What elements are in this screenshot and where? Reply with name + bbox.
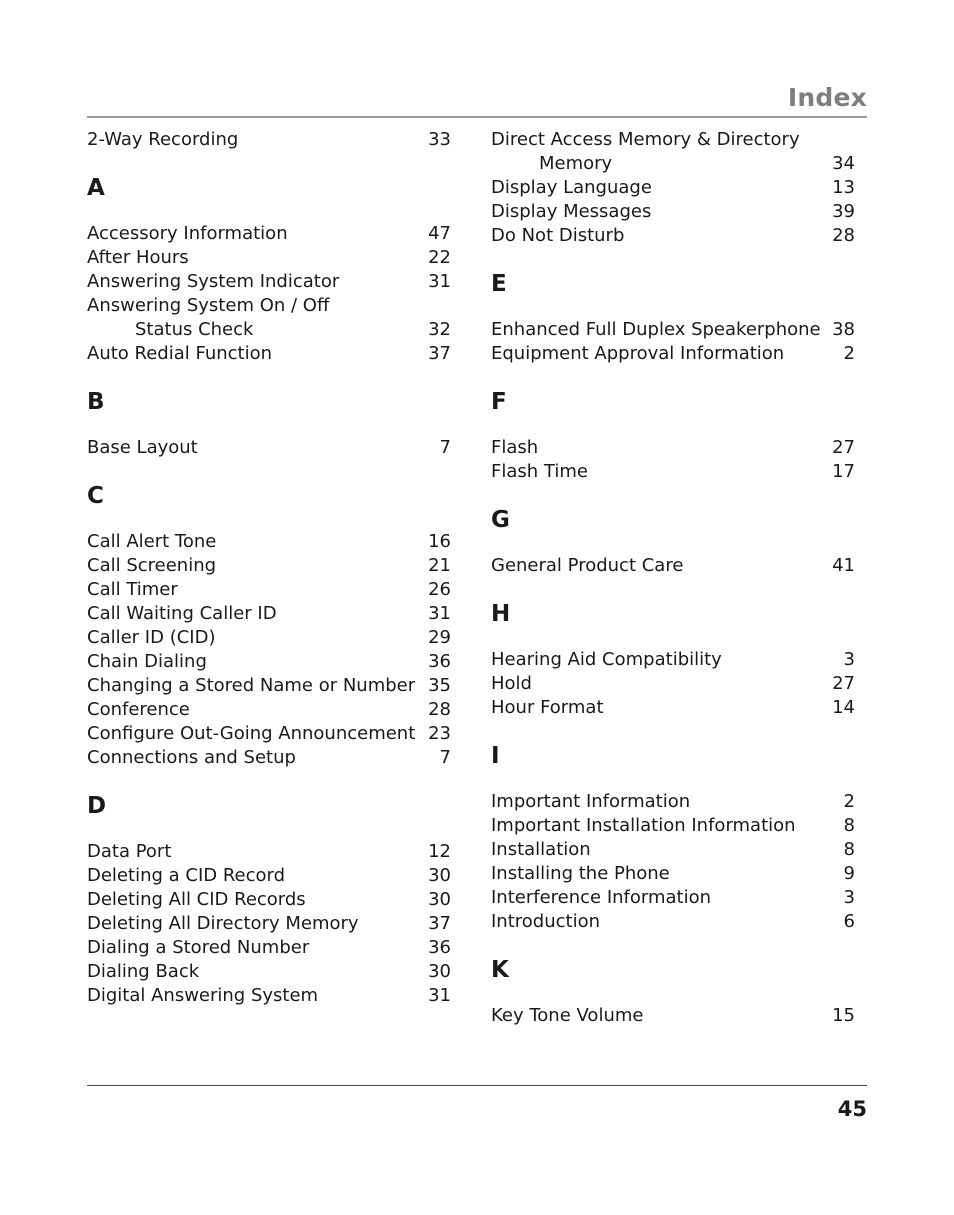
index-entry-page: 9 — [843, 863, 855, 884]
index-entry-label: Flash Time — [491, 461, 588, 482]
index-entry-label: Deleting a CID Record — [87, 865, 286, 886]
index-entry-label: Configure Out-Going Announcement — [87, 723, 416, 744]
index-column-left — [87, 128, 451, 1008]
index-entry-label: After Hours — [87, 247, 189, 268]
index-entry-page: 30 — [428, 889, 451, 910]
index-entry — [87, 912, 451, 936]
footer-rule — [87, 1085, 867, 1086]
section-letter-heading: K — [491, 957, 509, 983]
index-column-right — [491, 128, 855, 1028]
index-entry-label: Installing the Phone — [491, 863, 670, 884]
index-entry — [87, 960, 451, 984]
index-entry — [87, 530, 451, 554]
section-letter-heading: F — [491, 389, 507, 415]
index-entry — [491, 672, 855, 696]
index-entry-page: 33 — [428, 129, 451, 150]
index-entry-page: 21 — [428, 555, 451, 576]
index-entry — [87, 436, 451, 460]
index-entry-page: 36 — [428, 651, 451, 672]
index-entry-label: Call Waiting Caller ID — [87, 603, 277, 624]
index-entry-page: 7 — [439, 437, 451, 458]
index-entry-label: Connections and Setup — [87, 747, 296, 768]
index-entry-label: Call Timer — [87, 579, 178, 600]
index-entry-page: 26 — [428, 579, 451, 600]
section-letter-heading: E — [491, 271, 507, 297]
index-entry-label-continuation: Status Check — [135, 319, 254, 340]
index-entry — [491, 200, 855, 224]
index-entry — [87, 294, 451, 342]
index-entry-page: 28 — [428, 699, 451, 720]
section-letter-heading: A — [87, 175, 105, 201]
index-entry-label: Enhanced Full Duplex Speakerphone — [491, 319, 821, 340]
index-entry — [491, 790, 855, 814]
index-entry-label: Interference Information — [491, 887, 712, 908]
index-entry-label: Important Information — [491, 791, 691, 812]
index-entry-label: Equipment Approval Information — [491, 343, 785, 364]
index-entry-page: 29 — [428, 627, 451, 648]
index-entry-label-group — [491, 128, 832, 176]
index-entry-label: General Product Care — [491, 555, 684, 576]
index-entry-label: Dialing Back — [87, 961, 200, 982]
index-entry-page: 13 — [832, 177, 855, 198]
index-entry-page: 17 — [832, 461, 855, 482]
index-entry-page: 30 — [428, 961, 451, 982]
index-entry — [491, 910, 855, 934]
index-entry — [87, 578, 451, 602]
index-entry-page: 34 — [832, 153, 855, 174]
index-entry-label: Auto Redial Function — [87, 343, 273, 364]
index-entry-page: 22 — [428, 247, 451, 268]
index-entry — [491, 696, 855, 720]
index-entry-label: Conference — [87, 699, 190, 720]
index-entry — [87, 864, 451, 888]
index-entry-page: 2 — [843, 343, 855, 364]
index-entry-page: 15 — [832, 1005, 855, 1026]
index-entry-label: Caller ID (CID) — [87, 627, 216, 648]
index-entry-page: 35 — [428, 675, 451, 696]
section-letter-heading: H — [491, 601, 511, 627]
index-entry — [87, 128, 451, 152]
index-entry — [491, 224, 855, 248]
index-entry-label: Flash — [491, 437, 539, 458]
index-entry — [491, 342, 855, 366]
index-entry-label: Important Installation Information — [491, 815, 796, 836]
index-entry — [87, 888, 451, 912]
index-entry-page: 8 — [843, 839, 855, 860]
index-entry-page: 27 — [832, 437, 855, 458]
index-entry-label-group — [87, 294, 428, 342]
index-entry — [87, 626, 451, 650]
section-letter-heading: D — [87, 793, 107, 819]
index-entry-label: Hour Format — [491, 697, 604, 718]
index-entry-page: 30 — [428, 865, 451, 886]
index-entry — [87, 246, 451, 270]
section-letter-heading: I — [491, 743, 500, 769]
index-entry-label: Hold — [491, 673, 532, 694]
index-entry-page: 14 — [832, 697, 855, 718]
index-entry — [87, 650, 451, 674]
index-entry — [87, 222, 451, 246]
index-entry-page: 38 — [832, 319, 855, 340]
index-entry-page: 39 — [832, 201, 855, 222]
index-entry-label: Call Alert Tone — [87, 531, 217, 552]
index-entry-label: Display Messages — [491, 201, 652, 222]
index-entry-label: Call Screening — [87, 555, 217, 576]
index-entry — [87, 602, 451, 626]
index-entry-label: Hearing Aid Compatibility — [491, 649, 722, 670]
index-entry-label: Accessory Information — [87, 223, 288, 244]
index-entry-page: 7 — [439, 747, 451, 768]
index-entry — [87, 746, 451, 770]
index-entry — [491, 648, 855, 672]
index-entry-label: Introduction — [491, 911, 601, 932]
index-entry — [87, 698, 451, 722]
index-entry — [491, 838, 855, 862]
index-entry-page: 23 — [428, 723, 451, 744]
index-title: Index — [787, 83, 867, 112]
index-entry — [87, 984, 451, 1008]
index-entry-label: Deleting All Directory Memory — [87, 913, 359, 934]
index-entry-page: 6 — [843, 911, 855, 932]
index-entry-page: 2 — [843, 791, 855, 812]
index-entry-page: 27 — [832, 673, 855, 694]
index-entry — [491, 176, 855, 200]
index-entry-label: Data Port — [87, 841, 172, 862]
index-entry — [491, 862, 855, 886]
index-entry-label: Deleting All CID Records — [87, 889, 306, 910]
index-entry — [491, 886, 855, 910]
index-entry-page: 12 — [428, 841, 451, 862]
index-entry-page: 37 — [428, 343, 451, 364]
index-entry — [491, 1004, 855, 1028]
index-entry — [491, 460, 855, 484]
index-entry-label: Answering System On / Off — [87, 295, 330, 316]
index-entry-label: Key Tone Volume — [491, 1005, 644, 1026]
index-entry-label: Chain Dialing — [87, 651, 207, 672]
index-entry — [491, 814, 855, 838]
index-entry-label: Digital Answering System — [87, 985, 319, 1006]
index-entry-page: 41 — [832, 555, 855, 576]
header-rule — [87, 116, 867, 118]
index-entry — [491, 318, 855, 342]
index-entry-label: Do Not Disturb — [491, 225, 625, 246]
index-entry-label: Display Language — [491, 177, 652, 198]
index-entry-label-continuation: Memory — [539, 153, 613, 174]
index-entry — [87, 554, 451, 578]
index-entry-page: 31 — [428, 271, 451, 292]
index-entry — [87, 342, 451, 366]
index-entry — [87, 674, 451, 698]
index-entry-page: 3 — [843, 649, 855, 670]
index-entry-page: 16 — [428, 531, 451, 552]
index-entry-page: 37 — [428, 913, 451, 934]
index-entry — [87, 722, 451, 746]
page-number: 45 — [837, 1097, 867, 1121]
index-entry-page: 32 — [428, 319, 451, 340]
index-entry-page: 36 — [428, 937, 451, 958]
index-entry-page: 31 — [428, 985, 451, 1006]
index-entry-label: Direct Access Memory & Directory — [491, 129, 800, 150]
index-entry-page: 47 — [428, 223, 451, 244]
index-entry-label: Answering System Indicator — [87, 271, 340, 292]
index-entry — [491, 554, 855, 578]
index-entry-label: 2-Way Recording — [87, 129, 239, 150]
index-entry — [87, 270, 451, 294]
index-entry-page: 31 — [428, 603, 451, 624]
index-entry-page: 28 — [832, 225, 855, 246]
section-letter-heading: G — [491, 507, 510, 533]
section-letter-heading: B — [87, 389, 105, 415]
index-entry — [87, 840, 451, 864]
section-letter-heading: C — [87, 483, 104, 509]
index-entry — [491, 128, 855, 176]
index-entry-label: Dialing a Stored Number — [87, 937, 310, 958]
index-entry-label: Installation — [491, 839, 591, 860]
index-entry — [87, 936, 451, 960]
index-entry-page: 8 — [843, 815, 855, 836]
index-entry-page: 3 — [843, 887, 855, 908]
index-entry-label: Base Layout — [87, 437, 198, 458]
index-entry-label: Changing a Stored Name or Number — [87, 675, 416, 696]
index-entry — [491, 436, 855, 460]
